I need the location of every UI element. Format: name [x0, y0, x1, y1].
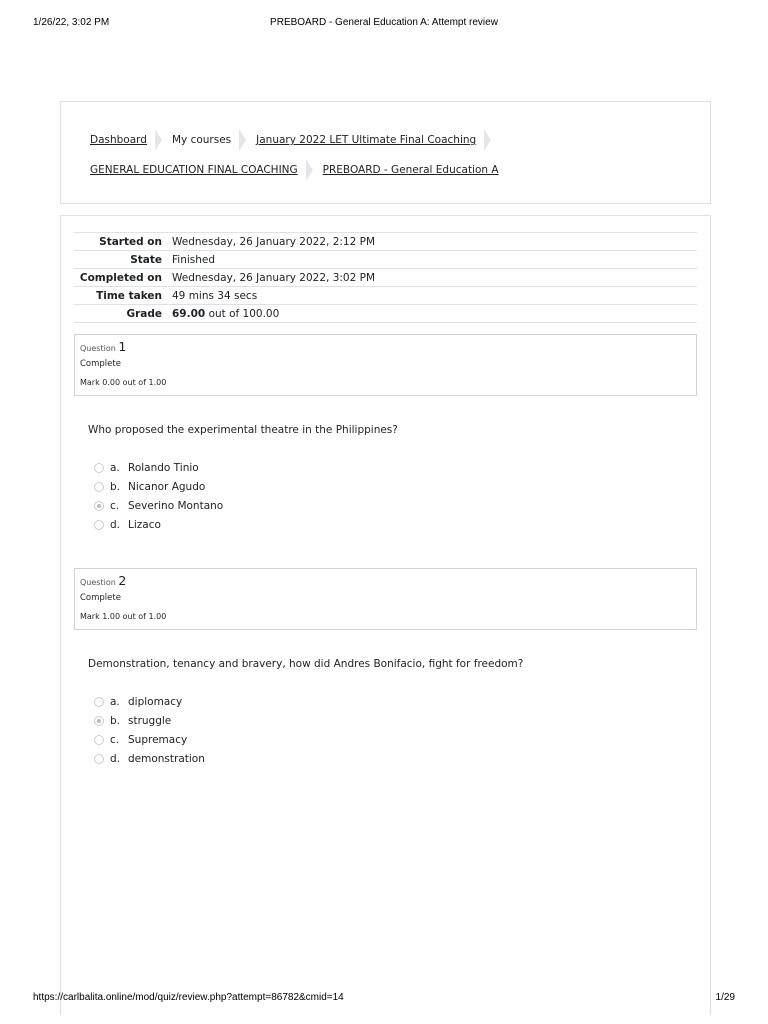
grade-out-of: out of 100.00: [208, 307, 280, 320]
attempt-summary-table: [74, 232, 697, 323]
answer-text: Severino Montano: [128, 499, 224, 512]
breadcrumb-course[interactable]: January 2022 LET Ultimate Final Coaching: [256, 134, 477, 146]
answer-letter: c.: [110, 499, 120, 512]
radio-icon[interactable]: [94, 520, 104, 530]
answer-letter: b.: [110, 480, 121, 493]
summary-value: Wednesday, 26 January 2022, 3:02 PM: [172, 269, 697, 287]
question-info-1: [74, 334, 697, 396]
answer-option[interactable]: [94, 711, 205, 730]
summary-value: [172, 305, 697, 323]
answer-letter: a.: [110, 695, 120, 708]
answer-option[interactable]: [94, 477, 223, 496]
print-page-number: 1/29: [715, 992, 735, 1003]
grade-score: 69.00: [172, 307, 206, 320]
summary-label: Grade: [74, 305, 172, 323]
breadcrumb-dashboard[interactable]: Dashboard: [90, 134, 147, 146]
print-url: https://carlbalita.online/mod/quiz/review.php?attempt=86782&cmid=14: [33, 992, 344, 1003]
question-state: Complete: [80, 593, 121, 603]
answer-letter: d.: [110, 519, 121, 532]
answer-text: Rolando Tinio: [128, 461, 199, 474]
summary-label: Completed on: [74, 269, 172, 287]
answer-list-1: [94, 458, 223, 535]
summary-label: Started on: [74, 233, 172, 251]
summary-row-state: [74, 251, 697, 269]
question-text-1: Who proposed the experimental theatre in the Philippines?: [88, 424, 398, 436]
print-header: [0, 17, 768, 31]
breadcrumb-separator-icon: [306, 159, 313, 181]
question-number-value: 1: [118, 339, 127, 354]
radio-icon[interactable]: [94, 463, 104, 473]
radio-icon[interactable]: [94, 697, 104, 707]
answer-text: demonstration: [128, 753, 205, 766]
answer-text: Supremacy: [128, 733, 188, 746]
summary-row-time-taken: [74, 287, 697, 305]
question-number-value: 2: [118, 573, 127, 588]
question-word: Question: [80, 578, 116, 587]
answer-letter: b.: [110, 714, 121, 727]
answer-letter: c.: [110, 733, 120, 746]
breadcrumb-row-1: [90, 129, 501, 151]
summary-value: Wednesday, 26 January 2022, 2:12 PM: [172, 233, 697, 251]
print-datetime: 1/26/22, 3:02 PM: [33, 17, 110, 28]
question-info-2: [74, 568, 697, 630]
summary-label: Time taken: [74, 287, 172, 305]
radio-checked-icon[interactable]: [94, 716, 104, 726]
radio-icon[interactable]: [94, 482, 104, 492]
summary-value: Finished: [172, 251, 697, 269]
answer-option[interactable]: [94, 692, 205, 711]
answer-text: struggle: [128, 714, 172, 727]
answer-letter: d.: [110, 753, 121, 766]
answer-option[interactable]: [94, 516, 223, 535]
question-text-2: Demonstration, tenancy and bravery, how did Andres Bonifacio, fight for freedom?: [88, 658, 524, 670]
question-word: Question: [80, 344, 116, 353]
breadcrumb-separator-icon: [484, 129, 491, 151]
summary-label: State: [74, 251, 172, 269]
summary-row-completed: [74, 269, 697, 287]
breadcrumb: [60, 101, 711, 204]
summary-row-grade: [74, 305, 697, 323]
question-state: Complete: [80, 359, 121, 369]
summary-row-started: [74, 233, 697, 251]
radio-checked-icon[interactable]: [94, 501, 104, 511]
question-number: [80, 339, 126, 354]
radio-icon[interactable]: [94, 735, 104, 745]
radio-icon[interactable]: [94, 754, 104, 764]
breadcrumb-row-2: [90, 159, 499, 181]
print-page-title: PREBOARD - General Education A: Attempt review: [270, 17, 498, 28]
breadcrumb-separator-icon: [155, 129, 162, 151]
question-mark: Mark 1.00 out of 1.00: [80, 612, 167, 621]
answer-option[interactable]: [94, 496, 223, 515]
question-number: [80, 573, 126, 588]
answer-letter: a.: [110, 461, 120, 474]
breadcrumb-quiz[interactable]: PREBOARD - General Education A: [322, 164, 499, 176]
answer-list-2: [94, 692, 205, 769]
answer-text: Lizaco: [128, 519, 161, 532]
summary-value: 49 mins 34 secs: [172, 287, 697, 305]
answer-text: Nicanor Agudo: [128, 480, 206, 493]
attempt-review-region: [60, 215, 711, 1015]
breadcrumb-section[interactable]: GENERAL EDUCATION FINAL COACHING: [90, 164, 298, 176]
answer-text: diplomacy: [128, 695, 183, 708]
breadcrumb-my-courses: My courses: [171, 134, 232, 146]
answer-option[interactable]: [94, 730, 205, 749]
answer-option[interactable]: [94, 458, 223, 477]
answer-option[interactable]: [94, 750, 205, 769]
question-mark: Mark 0.00 out of 1.00: [80, 378, 167, 387]
breadcrumb-separator-icon: [239, 129, 246, 151]
